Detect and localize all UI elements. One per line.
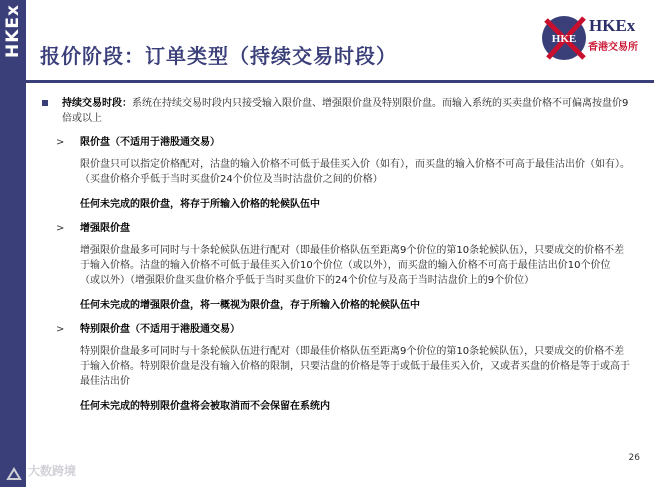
watermark-logo-icon [6,467,26,481]
special-limit-order-heading: 特别限价盘（不适用于港股通交易） [80,324,240,335]
enhanced-limit-order-note: 任何未完成的增强限价盘，将一概视为限价盘，存于所输入价格的轮候队伍中 [80,300,420,311]
special-limit-order-note: 任何未完成的特别限价盘将会被取消而不会保留在系统内 [80,401,330,412]
limit-order-note: 任何未完成的限价盘，将存于所输入价格的轮候队伍中 [80,199,320,210]
enhanced-limit-order-body: 增强限价盘最多可同时与十条轮候队伍进行配对（即最佳价格队伍至距离9个价位的第10条轮候队伍），只要成交的价格不差于输入价格。沽盘的输入价格不可低于最佳买入价10个价位（或以外），而买盘的输入价格不可高于最佳沽出价10个价位（或以外）（增强限价盘买盘价格介乎低于当时买盘价下的24个价位与及高于当时沽盘价上的9个价位） [80,245,625,286]
limit-order-heading: 限价盘（不适用于港股通交易） [80,137,220,148]
logo-text-en: HKEx [589,16,636,35]
special-limit-order-body: 特别限价盘最多可同时与十条轮候队伍进行配对（即最佳价格队伍至距离9个价位的第10条轮候队伍），只要成交的价格不差于输入价格。特别限价盘是没有输入价格的限制，只要沽盘的价格是等于或低于最佳买入价，又或者买盘的价格是等于或高于最佳沽出价 [80,346,630,387]
main-bullet [40,96,630,126]
arrow-bullet-icon: > [56,324,65,335]
enhanced-limit-order-heading-row [40,221,630,236]
side-brand-text: HKEx [3,4,23,58]
logo-text-cn: 香港交易所 [588,42,638,53]
page-number: 26 [628,453,640,463]
enhanced-limit-order-heading: 增强限价盘 [80,223,130,234]
page-title: 报价阶段：订单类型（持续交易时段） [40,44,397,68]
main-bullet-text: 系统在持续交易时段内只接受输入限价盘、增强限价盘及特别限价盘。而输入系统的买卖盘价格不可偏离按盘价9倍或以上 [62,98,629,124]
special-limit-order-heading-row [40,322,630,337]
logo-badge-text: HKE [551,33,577,45]
slide-content [40,96,630,414]
square-bullet-icon [42,100,48,106]
arrow-bullet-icon: > [56,223,65,234]
arrow-bullet-icon: > [56,137,65,148]
main-bullet-label: 持续交易时段： [62,98,132,109]
title-divider [26,80,654,83]
limit-order-heading-row [40,135,630,150]
limit-order-body: 限价盘只可以指定价格配对，沽盘的输入价格不可低于最佳买入价（如有），而买盘的输入价格不可高于最佳沽出价（如有）。（买盘价格介乎低于当时买盘价24个价位及当时沽盘价之间的价格） [80,159,630,185]
side-brand-bar [0,0,26,487]
watermark-text: 大数跨境 [28,464,77,478]
